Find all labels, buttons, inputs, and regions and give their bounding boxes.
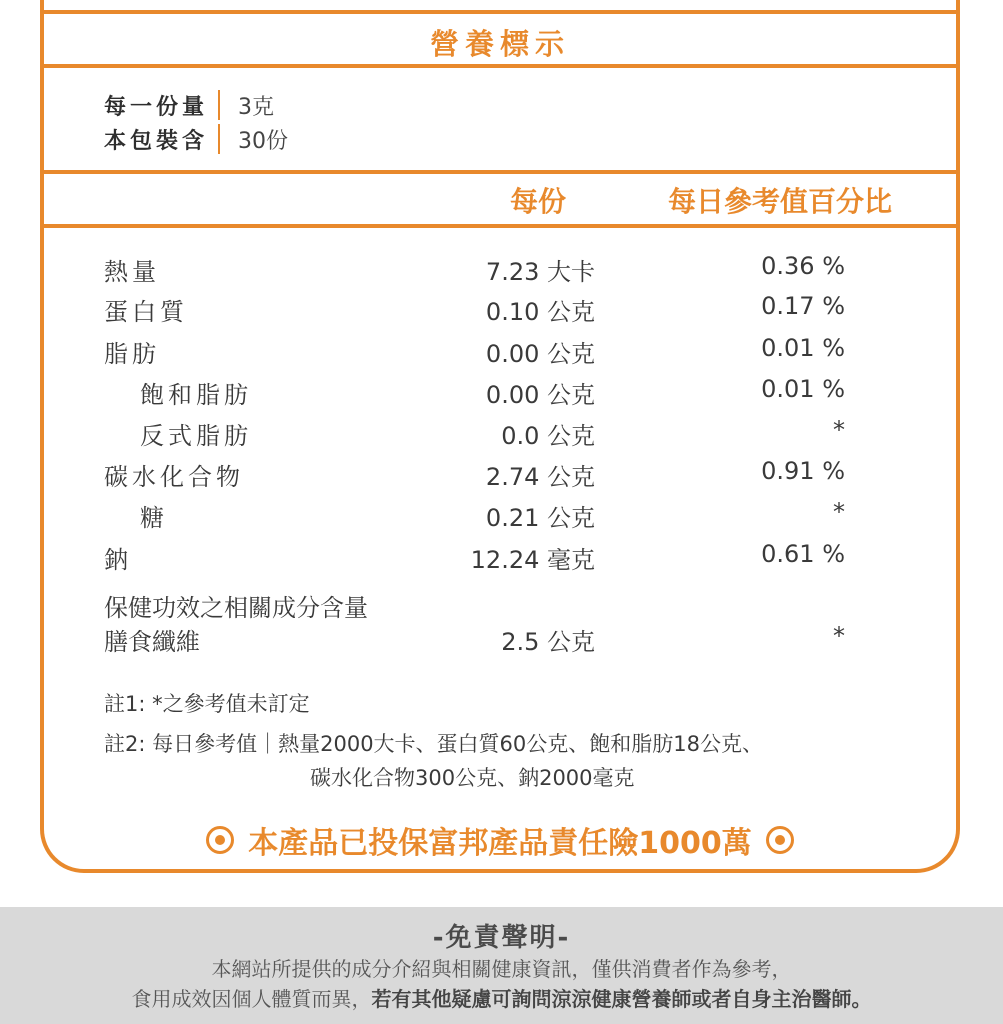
nutrient-row <box>0 457 1003 497</box>
servings-per-pack-label: 本包裝含 <box>104 128 209 154</box>
nutrient-row <box>0 252 1003 292</box>
column-header-per-serving: 每份 <box>510 185 567 218</box>
functional-amount: 2.5 公克 <box>501 628 595 656</box>
nutrient-amount: 12.24 毫克 <box>470 546 595 574</box>
serving-separator <box>218 124 220 154</box>
servings-per-pack-value: 30份 <box>238 128 288 154</box>
serving-size-row <box>104 88 288 122</box>
nutrient-percent: 0.91 % <box>761 457 845 485</box>
nutrient-name: 熱量 <box>104 258 160 286</box>
target-icon <box>206 826 234 854</box>
nutrient-row <box>0 416 1003 456</box>
nutrient-percent: 0.36 % <box>761 252 845 280</box>
disclaimer-box <box>0 907 1003 1024</box>
serving-separator <box>218 90 220 120</box>
nutrient-percent: * <box>833 416 845 444</box>
nutrient-percent: 0.61 % <box>761 540 845 568</box>
nutrient-amount: 0.00 公克 <box>485 381 595 409</box>
column-header-daily-percent: 每日參考值百分比 <box>668 185 893 218</box>
nutrient-name: 鈉 <box>104 546 132 574</box>
nutrient-amount: 7.23 大卡 <box>485 258 595 286</box>
divider-header <box>40 224 960 228</box>
insurance-banner <box>40 818 960 862</box>
nutrient-name: 蛋白質 <box>104 298 188 326</box>
nutrient-amount: 0.10 公克 <box>485 298 595 326</box>
panel-title: 營養標示 <box>429 27 570 61</box>
disclaimer-line-2 <box>0 984 1003 1014</box>
functional-percent: * <box>833 622 845 650</box>
insurance-text: 本產品已投保富邦產品責任險1000萬 <box>248 826 752 861</box>
nutrient-name: 碳水化合物 <box>104 463 244 491</box>
target-icon <box>766 826 794 854</box>
servings-per-pack-row <box>104 122 288 156</box>
disclaimer-line-1: 本網站所提供的成分介紹與相關健康資訊，僅供消費者作為參考， <box>211 957 792 981</box>
disclaimer-line-2-bold: 若有其他疑慮可詢問涼涼健康營養師或者自身主治醫師。 <box>371 987 872 1011</box>
nutrient-amount: 0.21 公克 <box>485 504 595 532</box>
functional-section-label: 保健功效之相關成分含量 <box>104 594 368 622</box>
nutrient-row <box>0 292 1003 332</box>
nutrient-name: 糖 <box>140 504 168 532</box>
disclaimer-title: -免責聲明- <box>432 923 571 953</box>
nutrient-name: 飽和脂肪 <box>140 381 252 409</box>
nutrient-percent: 0.01 % <box>761 375 845 403</box>
functional-name: 膳食纖維 <box>104 628 200 656</box>
note-2-continued: 碳水化合物300公克、鈉2000毫克 <box>310 766 635 790</box>
nutrient-name: 反式脂肪 <box>140 422 252 450</box>
note-1: 註1: *之參考值未訂定 <box>104 692 310 716</box>
nutrient-percent: 0.01 % <box>761 334 845 362</box>
nutrient-name: 脂肪 <box>104 340 160 368</box>
nutrient-row <box>0 540 1003 580</box>
nutrient-amount: 0.00 公克 <box>485 340 595 368</box>
serving-size-value: 3克 <box>238 94 274 120</box>
note-2: 註2: 每日參考值｜熱量2000大卡、蛋白質60公克、飽和脂肪18公克、 <box>104 732 763 756</box>
nutrient-percent: 0.17 % <box>761 292 845 320</box>
divider-title <box>40 64 960 68</box>
serving-size-label: 每一份量 <box>104 94 209 120</box>
disclaimer-line-2-plain: 食用成效因個人體質而異， <box>131 987 372 1011</box>
functional-row <box>0 622 1003 662</box>
divider-top <box>40 10 960 14</box>
nutrient-row <box>0 498 1003 538</box>
nutrient-amount: 2.74 公克 <box>485 463 595 491</box>
nutrient-row <box>0 334 1003 374</box>
serving-info <box>104 88 288 156</box>
divider-serving <box>40 170 960 174</box>
nutrient-amount: 0.0 公克 <box>501 422 595 450</box>
nutrient-percent: * <box>833 498 845 526</box>
nutrient-row <box>0 375 1003 415</box>
